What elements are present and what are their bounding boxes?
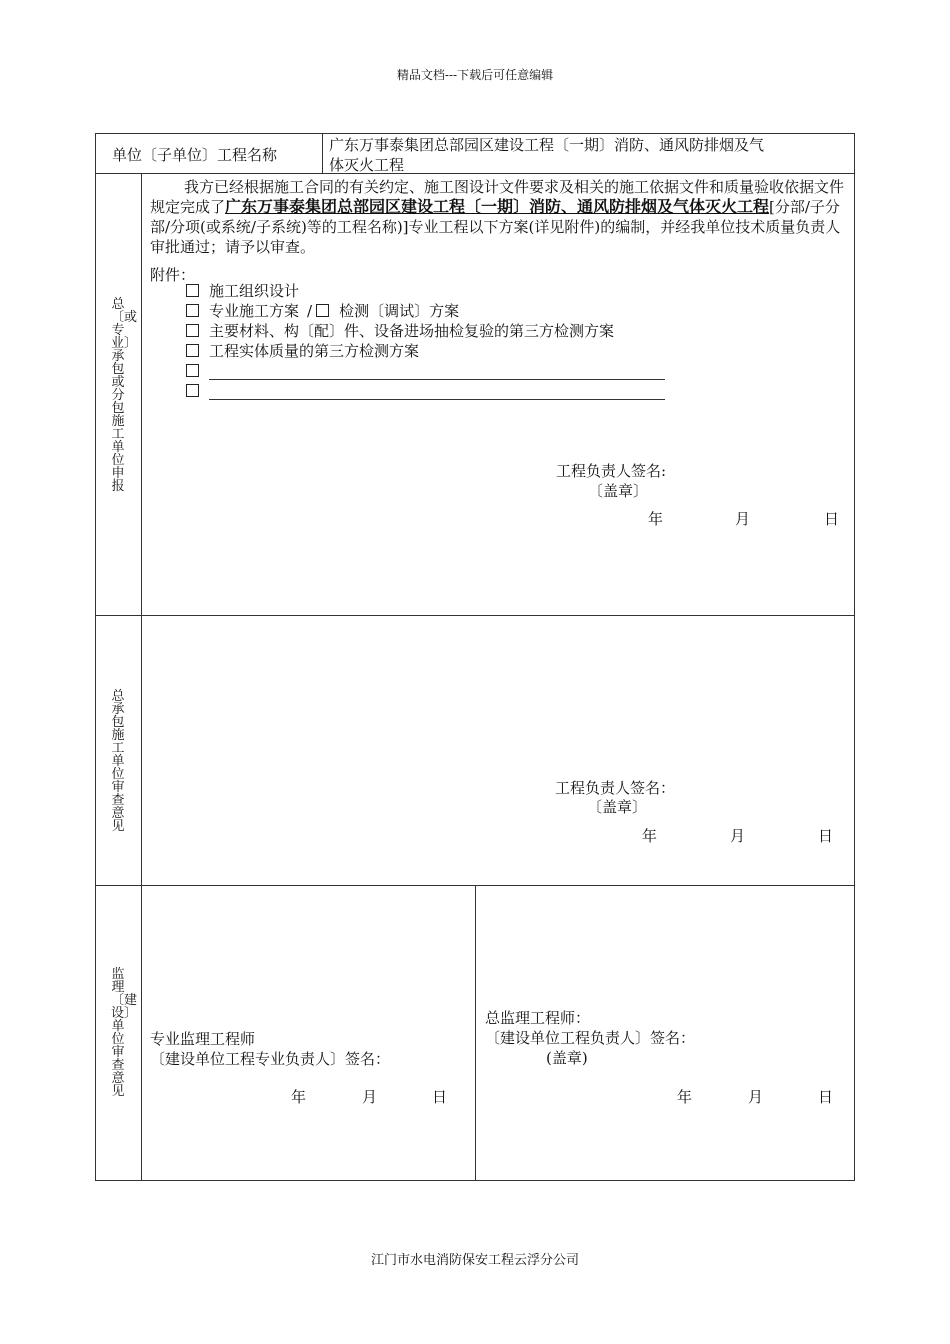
section1-month: 月 [735, 510, 751, 528]
attachment-text: 专业施工方案 [209, 302, 300, 320]
checkbox[interactable] [186, 384, 199, 397]
attachment-item [186, 281, 299, 301]
attachment-item [186, 341, 419, 361]
attachment-text: 检测〔调试〕方案 [339, 302, 460, 320]
section1-day: 日 [824, 510, 840, 528]
section3-left-day: 日 [432, 1088, 448, 1106]
section3-right-seal: (盖章) [546, 1049, 588, 1067]
row-divider [95, 173, 855, 174]
section3-left-year: 年 [291, 1088, 307, 1106]
section1-side-label: 总〔或专业〕承包或分包施工单位申报 [111, 297, 138, 494]
blank-line[interactable] [209, 365, 665, 380]
section3-left-line2: 〔建设单位工程专业负责人〕签名： [150, 1050, 391, 1068]
section1-seal: 〔盖章〕 [588, 482, 649, 500]
intro-text-a: 我方已经根据施工合同的有关约定、施工图设计文件要求及相关的施工依据文件和质量验收依据文件规定完成了 [150, 178, 845, 216]
section3-right-day: 日 [818, 1088, 834, 1106]
footer-note: 江门市水电消防保安工程云浮分公司 [370, 1253, 579, 1268]
project-name-line2: 体灭火工程 [329, 156, 405, 174]
row-divider [95, 615, 855, 616]
section2-day: 日 [818, 827, 834, 845]
section2-seal: 〔盖章〕 [587, 798, 648, 816]
section1-intro [150, 177, 850, 257]
column-divider [475, 885, 476, 1181]
section3-side-label: 监理〔建设〕单位审查意见 [111, 967, 138, 1099]
column-divider [141, 173, 142, 1181]
attachment-item: 专业施工方案 / 检测〔调试〕方案 [186, 301, 459, 321]
attachment-text: 工程实体质量的第三方检测方案 [209, 342, 420, 360]
section3-right-line2: 〔建设单位工程负责人〕签名： [485, 1029, 696, 1047]
blank-line[interactable] [209, 385, 665, 400]
section3-right-month: 月 [748, 1088, 764, 1106]
checkbox[interactable] [186, 324, 199, 337]
section3-right-line1: 总监理工程师： [485, 1009, 591, 1027]
project-name-line1: 广东万事泰集团总部园区建设工程〔一期〕消防、通风防排烟及气 [329, 136, 765, 154]
section2-year: 年 [642, 827, 658, 845]
attachment-text: 主要材料、构〔配〕件、设备进场抽检复验的第三方检测方案 [209, 322, 615, 340]
checkbox[interactable] [316, 304, 329, 317]
section2-side-label: 总承包施工单位审查意见 [111, 689, 125, 834]
attachment-text: 施工组织设计 [209, 282, 300, 300]
attachment-item [186, 321, 614, 341]
section1-sign-label: 工程负责人签名: [556, 462, 667, 480]
section3-left-line1: 专业监理工程师 [150, 1030, 256, 1048]
attachment-item-blank [186, 381, 665, 401]
intro-project-name: 广东万事泰集团总部园区建设工程〔一期〕消防、通风防排烟及气体灭火工程 [225, 197, 770, 216]
column-divider [322, 133, 323, 173]
attachments-label: 附件： [150, 266, 196, 284]
attachment-item-blank [186, 361, 665, 381]
section1-year: 年 [648, 510, 664, 528]
checkbox[interactable] [186, 364, 199, 377]
section3-right-year: 年 [677, 1088, 693, 1106]
checkbox[interactable] [186, 344, 199, 357]
checkbox[interactable] [186, 284, 199, 297]
header-note: 精品文档---下载后可任意编辑 [396, 68, 554, 82]
project-label: 单位〔子单位〕工程名称 [112, 146, 278, 164]
intro-text-b: [分部/子分部/分项(或系统/子系统)等的工程名称)]专业工程以下方案(详见附件)的编制，并经我单位技术质量负责人审批通过；请予以审查。 [150, 198, 841, 256]
section3-left-month: 月 [362, 1088, 378, 1106]
checkbox[interactable] [186, 304, 199, 317]
section2-month: 月 [730, 827, 746, 845]
section2-sign-label: 工程负责人签名： [555, 779, 676, 797]
